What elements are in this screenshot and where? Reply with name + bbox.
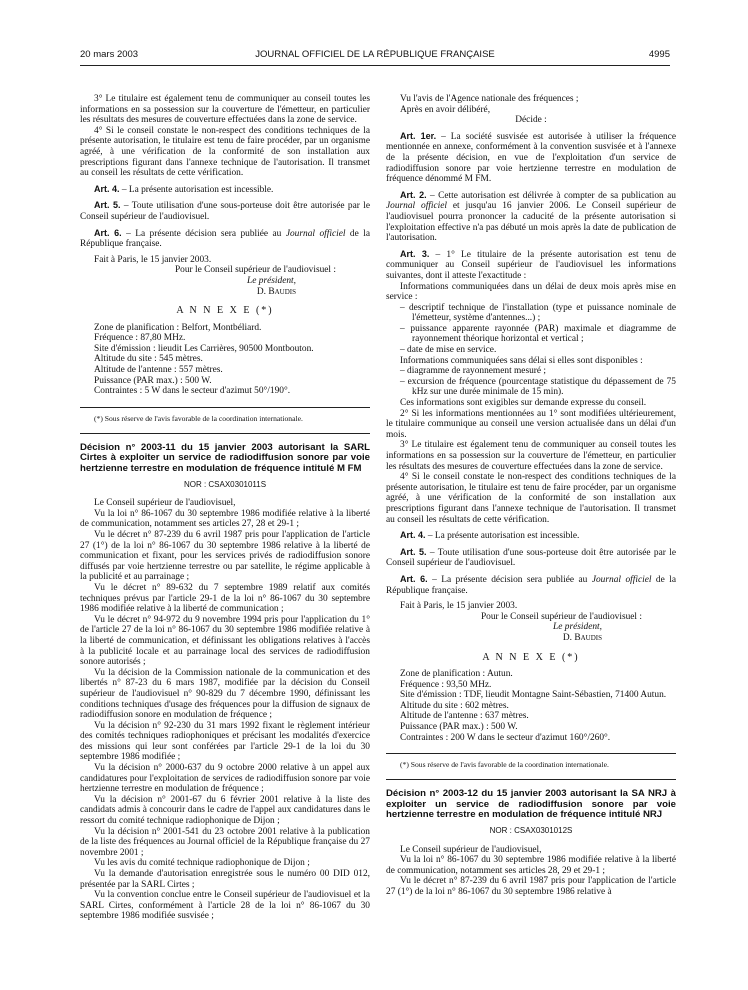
annex-field: Site d'émission : lieudit Les Carrières, 90500 Montbouton. (94, 343, 314, 354)
annex-field: Contraintes : 5 W dans le secteur d'azimut 50°/190°. (94, 386, 291, 397)
article-5 (80, 200, 370, 222)
article-6 (80, 228, 370, 250)
journal-name: Journal officiel (285, 228, 346, 239)
info-nodelay-title: Informations communiquées sans délai si elles sont disponibles : (400, 355, 643, 366)
article-5 (386, 547, 676, 569)
annex-field: Altitude de l'antenne : 637 mètres. (400, 711, 529, 722)
header-rule (80, 65, 670, 66)
annex-list (386, 669, 676, 743)
article-text: – La présente décision sera publiée au (427, 574, 592, 585)
article-text: – La présente décision sera publiée au (121, 228, 286, 239)
decision-body (386, 845, 676, 898)
annex-field: Altitude du site : 545 mètres. (94, 354, 203, 365)
annex-field: Puissance (PAR max.) : 500 W. (400, 722, 518, 733)
journal-name: Journal officiel (386, 201, 448, 212)
article-text: – 1° Le titulaire de la présente autorisation est tenu de communiquer au Conseil supérieur de l'audiovisuel les informations suivantes, dont il atteste l'exactitude : (386, 249, 676, 281)
article-text: de la République française. (80, 228, 370, 250)
article-text: – La présente autorisation est incessible. (119, 184, 274, 195)
decision-paragraph: Le Conseil supérieur de l'audiovisuel, (94, 498, 236, 509)
divider (386, 753, 676, 754)
annex-list (80, 323, 370, 397)
annex-field: Site d'émission : TDF, lieudit Montagne Saint-Sébastien, 71400 Autun. (400, 690, 667, 701)
paragraph: 3° Le titulaire est également tenu de communiquer au conseil toutes les informations en sa possession sur la couverture de l'émetteur, en particulier les résultats des mesures de couverture effectuées dans la zone de service. (386, 440, 676, 472)
fait-a-paris: Fait à Paris, le 15 janvier 2003. (400, 601, 518, 612)
annex-field: Puissance (PAR max.) : 500 W. (94, 375, 212, 386)
article-label: Art. 4. (94, 183, 120, 194)
footnote: (*) Sous réserve de l'avis favorable de la coordination internationale. (400, 760, 609, 770)
divider (386, 779, 676, 780)
footnote: (*) Sous réserve de l'avis favorable de la coordination internationale. (94, 413, 303, 423)
journal-name: Journal officiel (591, 574, 652, 585)
article-label: Art. 6. (400, 573, 428, 584)
decision-title: Décision n° 2003-11 du 15 janvier 2003 autorisant la SARL Cirtes à exploiter un service de radiodiffusion sonore par voie hertzienne terrestre en modulation de fréquence intitulé M FM (80, 441, 370, 475)
info-delay-title: Informations communiquées dans un délai de deux mois après mise en service : (386, 281, 676, 303)
annex-field: Zone de planification : Autun. (400, 669, 513, 680)
article-4 (386, 530, 676, 542)
signature-name: D. Baudis (562, 632, 602, 643)
fait-a-paris: Fait à Paris, le 15 janvier 2003. (94, 254, 212, 265)
decision-paragraph: Vu la décision n° 92-230 du 31 mars 1992 fixant le règlement intérieur des comités techniques radiophoniques et précisant les modalités d'exercice des missions qui leur sont conférées par l'article 29-1 de la loi du 30 septembre 1986 modifiée ; (80, 720, 370, 763)
info-nodelay-list (386, 366, 676, 398)
decision-body (80, 498, 370, 922)
article-text: – Toute utilisation d'une sous-porteuse doit être autorisée par le Conseil supérieur de l'audiovisuel. (386, 547, 676, 569)
annex-field: Zone de planification : Belfort, Montbéliard. (94, 322, 262, 333)
article-label: Art. 2. (400, 189, 427, 200)
article-text: – Toute utilisation d'une sous-porteuse doit être autorisée par le Conseil supérieur de l'audiovisuel. (80, 201, 370, 222)
signature-role (386, 622, 676, 633)
decision-paragraph: Vu le décret n° 87-239 du 6 avril 1987 pris pour l'application de l'article 27 (1°) de la loi n° 86-1067 du 30 septembre 1986 relative à (386, 876, 676, 897)
paragraph: 4° Si le conseil constate le non-respect des conditions techniques de la présente autorisation, le titulaire est tenu de faire procéder, par un organisme agréé, à une vérification de la conformité de son installation aux prescriptions figurant dans l'annexe technique de l'autorisation. Il transmet au conseil les résultats de cette vérification. (80, 125, 370, 179)
paragraph: 3° Le titulaire est également tenu de communiquer au conseil toutes les informations en sa possession sur la couverture de l'émetteur, en particulier les résultats des mesures de couverture effectuées dans la zone de service. (80, 94, 370, 126)
decision-paragraph: Vu la décision n° 2000-637 du 9 octobre 2000 relative à un appel aux candidatures pour l'exploitation de services de radiodiffusion sonore par voie hertzienne terrestre en modulation de fréquence ; (80, 763, 370, 795)
list-item: – excursion de fréquence (pourcentage statistique du dépassement de 75 kHz sur une durée minimale de 15 min). (400, 376, 676, 398)
nor-reference: NOR : CSAX0301012S (489, 826, 573, 836)
article-1 (386, 131, 676, 185)
info-delay-list (386, 303, 676, 356)
header-journal-title: JOURNAL OFFICIEL DE LA RÉPUBLIQUE FRANÇAISE (255, 49, 495, 60)
decision-paragraph: Vu la décision de la Commission nationale de la communication et des libertés n° 87-23 du 6 mars 1987, modifiée par la décision du Conseil supérieur de l'audiovisuel n° 90-829 du 7 décembre 1990, définissant les conditions techniques d'usage des fréquences pour la diffusion de signaux de radiodiffusion sonore en modulation de fréquence ; (80, 667, 370, 721)
article-label: Art. 4. (400, 530, 426, 541)
annex-field: Altitude de l'antenne : 557 mètres. (94, 365, 223, 376)
article-4 (80, 184, 370, 196)
divider (80, 407, 370, 408)
article-text: – La société susvisée est autorisée à utiliser la fréquence mentionnée en annexe, conformément à la convention susvisée et à l'annexe de la présente décision, en vue de l'exploitation d'un service de radiodiffusion sonore par voie hertzienne terrestre en modulation de fréquence dénommé M FM. (386, 131, 676, 185)
list-item: – descriptif technique de l'installation (type et puissance nominale de l'émetteur, système d'antennes...) ; (400, 302, 676, 324)
paragraph: Vu l'avis de l'Agence nationale des fréquences ; (400, 94, 579, 104)
decision-paragraph: Vu les avis du comité technique radiophonique de Dijon ; (94, 858, 310, 869)
page-header (80, 50, 670, 64)
annex-title: A N N E X E (*) (482, 651, 580, 663)
decision-paragraph: Vu le décret n° 94-972 du 9 novembre 1994 pris pour l'application du 1° de l'article 27 de la loi n° 86-1067 du 30 septembre 1986 modifiée relative à la liberté de communication, et définissant les obligations relatives à l'accès à la publicité locale et au parrainage local des services de radiodiffusion sonore autorisés ; (80, 614, 370, 668)
decision-paragraph: Vu la loi n° 86-1067 du 30 septembre 1986 modifiée relative à la liberté de communication, notamment ses articles 28, 29 et 29-1 ; (386, 855, 676, 876)
paragraph: Après en avoir délibéré, (400, 104, 491, 115)
divider (80, 433, 370, 434)
decision-paragraph: Vu la décision n° 2001-67 du 6 février 2001 relative à la liste des candidats admis à concourir dans le cadre de l'appel aux candidatures dans le ressort du comité technique radiophonique de Dijon ; (80, 794, 370, 827)
header-date: 20 mars 2003 (80, 49, 139, 60)
decision-paragraph: Vu la décision n° 2001-541 du 23 octobre 2001 relative à la publication de la liste des fréquences au Journal officiel de la République française du 27 novembre 2001 ; (80, 826, 370, 858)
decision-paragraph: Vu la loi n° 86-1067 du 30 septembre 1986 modifiée relative à la liberté de communication, notamment ses articles 27, 28 et 29-1 ; (80, 508, 370, 530)
article-text: – Cette autorisation est délivrée à compter de sa publication au (426, 190, 676, 201)
decision-paragraph: Le Conseil supérieur de l'audiovisuel, (400, 844, 542, 855)
signature-for: Pour le Conseil supérieur de l'audiovisuel : (174, 265, 336, 276)
annex-field: Fréquence : 93,50 MHz. (400, 679, 492, 690)
signature-name: D. Baudis (256, 286, 296, 297)
paragraph: 4° Si le conseil constate le non-respect des conditions techniques de la présente autorisation, le titulaire est tenu de faire procéder, par un organisme agréé, à une vérification de la conformité de son installation aux prescriptions figurant dans l'annexe technique de l'autorisation. Il transmet au conseil les résultats de cette vérification. (386, 472, 676, 525)
list-item: – diagramme de rayonnement mesuré ; (400, 366, 547, 377)
decision-paragraph: Vu la convention conclue entre le Conseil supérieur de l'audiovisuel et la SARL Cirtes, conformément à l'article 28 de la loi n° 86-1067 du 30 septembre 1986 modifiée susvisée ; (80, 890, 370, 922)
list-item: – date de mise en service. (400, 345, 497, 356)
nor-reference: NOR : CSAX0301011S (183, 479, 267, 489)
article-text: et jusqu'au 16 janvier 2006. Le Conseil supérieur de l'audiovisuel pourra prononcer la caducité de la présente autorisation si l'exploitation effective n'a pas débuté un mois après la date de publication de l'autorisation. (386, 201, 676, 244)
header-page-number: 4995 (648, 49, 670, 60)
signature-role-text: Le président, (247, 275, 296, 286)
signature-role (80, 276, 370, 287)
annex-field: Fréquence : 87,80 MHz. (94, 333, 186, 344)
signature-for: Pour le Conseil supérieur de l'audiovisuel : (480, 611, 642, 622)
annex-field: Contraintes : 200 W dans le secteur d'azimut 160°/260°. (400, 732, 611, 743)
article-label: Art. 1er. (400, 130, 437, 141)
decision-paragraph: Vu le décret n° 87-239 du 6 avril 1987 pris pour l'application de l'article 27 (1°) de la loi n° 86-1067 du 30 septembre 1986 relative à la liberté de communication et fixant, pour les services privés de radiodiffusion sonore diffusés par voie hertzienne terrestre ou par satellite, le régime applicable à la publicité et au parrainage ; (80, 530, 370, 583)
article-text: – La présente autorisation est incessible. (425, 531, 580, 542)
annex-field: Altitude du site : 602 mètres. (400, 700, 509, 711)
annex-title: A N N E X E (*) (176, 305, 274, 317)
decision-paragraph: Vu le décret n° 89-632 du 7 septembre 1989 relatif aux comités techniques prévus par l'article 29-1 de la loi n° 86-1067 du 30 septembre 1986 modifiée relative à la liberté de communication ; (80, 582, 370, 615)
article-3 (386, 249, 676, 282)
paragraph: Ces informations sont exigibles sur demande expresse du conseil. (400, 398, 647, 409)
paragraph: 2° Si les informations mentionnées au 1° sont modifiées ultérieurement, le titulaire communique au conseil une version actualisée dans un délai d'un mois. (386, 408, 676, 440)
decision-title: Décision n° 2003-12 du 15 janvier 2003 autorisant la SA NRJ à exploiter un service de radiodiffusion sonore par voie hertzienne terrestre en modulation de fréquence intitulé NRJ (386, 788, 676, 821)
decide-heading: Décide : (515, 115, 547, 126)
article-6 (386, 574, 676, 596)
article-label: Art. 3. (400, 248, 430, 259)
signature-role-text: Le président, (553, 622, 602, 633)
left-column (80, 94, 370, 922)
list-item: – puissance apparente rayonnée (PAR) maximale et diagramme de rayonnement théorique horizontal et vertical ; (400, 323, 676, 345)
decision-paragraph: Vu la demande d'autorisation enregistrée sous le numéro 00 DID 012, présentée par la SARL Cirtes ; (80, 869, 370, 890)
article-2 (386, 190, 676, 244)
article-label: Art. 6. (94, 227, 122, 238)
right-column (386, 94, 676, 898)
article-label: Art. 5. (400, 546, 427, 557)
article-label: Art. 5. (94, 200, 121, 211)
article-text: de la République française. (386, 574, 676, 596)
